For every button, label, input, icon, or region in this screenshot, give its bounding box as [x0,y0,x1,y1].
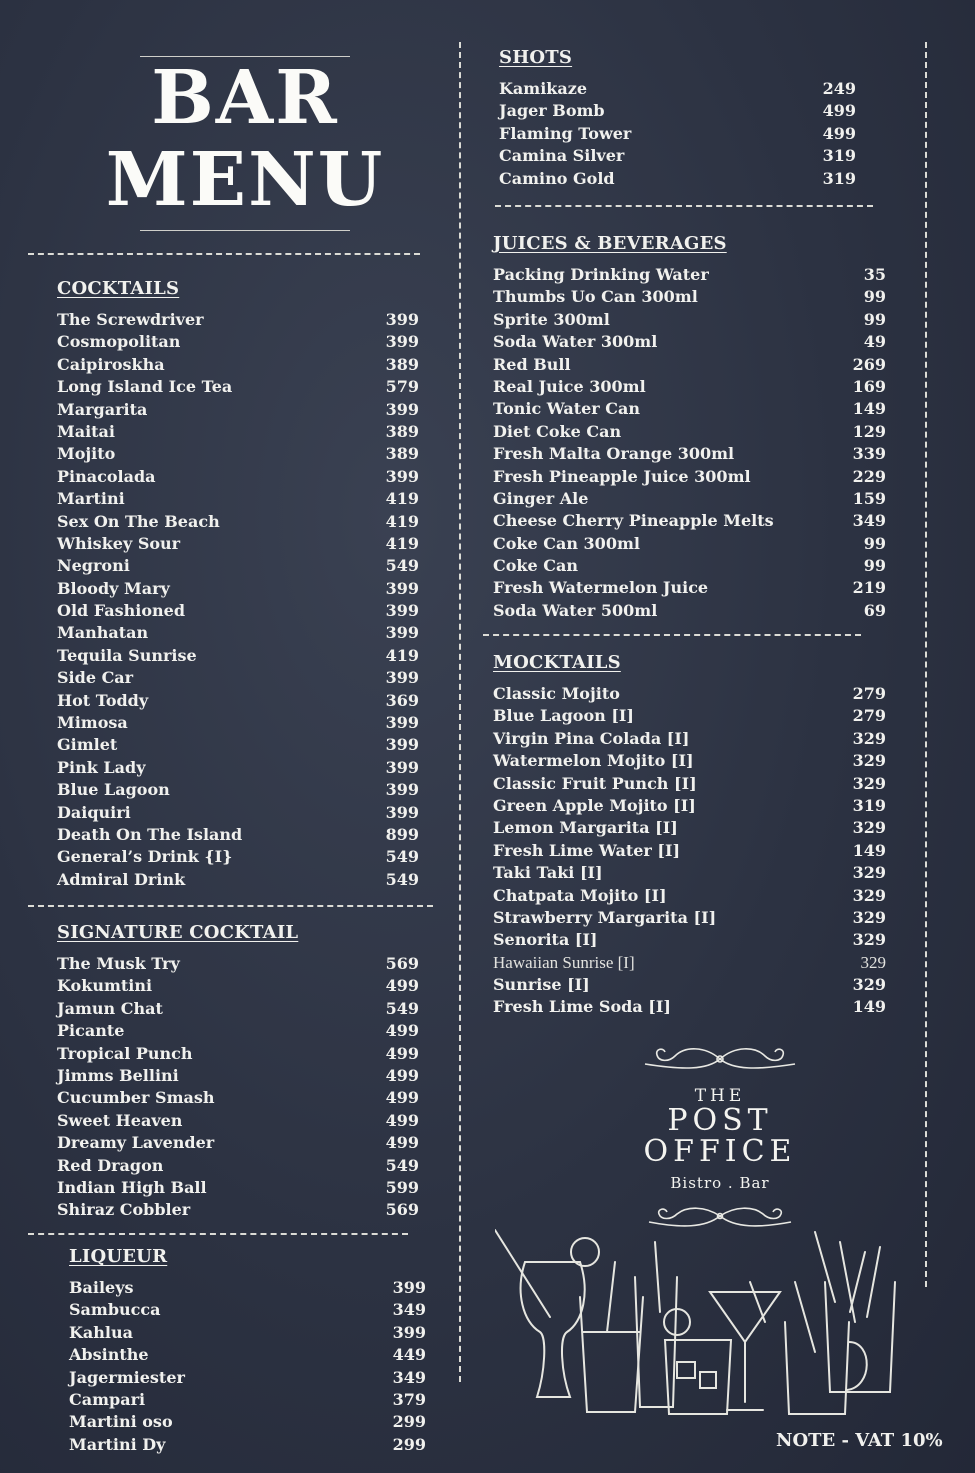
menu-item-price: 329 [852,863,886,883]
section-title: SIGNATURE COCKTAIL [57,922,299,943]
menu-item-name: Camina Silver [499,146,625,166]
ornament-flourish-icon [635,1042,805,1076]
menu-item-name: Kamikaze [499,79,587,98]
menu-item [493,817,886,839]
menu-item [493,929,886,951]
menu-item [499,78,856,100]
divider [483,634,861,636]
menu-item-name: Manhatan [57,623,149,643]
menu-item-price: 499 [385,1021,419,1041]
menu-item [493,376,886,398]
menu-item-name: Tequila Sunrise [57,645,197,665]
menu-item [57,1065,419,1087]
menu-item-price: 399 [385,735,419,755]
vat-note: NOTE - VAT 10% [776,1430,943,1451]
menu-item-name: Soda Water 500ml [493,600,658,620]
menu-item-name: Tropical Punch [57,1043,193,1063]
menu-item-name: Cucumber Smash [57,1088,215,1108]
menu-item-name: Absinthe [69,1345,149,1365]
menu-item-price: 249 [822,79,856,98]
menu-item-price: 499 [385,1065,419,1085]
menu-item-price: 399 [385,399,419,419]
menu-item-name: Red Dragon [57,1155,164,1175]
section-title: JUICES & BEVERAGES [493,233,727,254]
menu-item-price: 35 [863,265,886,284]
section-mocktails [493,651,886,1019]
menu-item-price: 549 [385,1155,419,1175]
menu-item [493,309,886,331]
menu-item-name: Sweet Heaven [57,1110,183,1130]
menu-item-price: 99 [863,556,886,576]
menu-item-price: 299 [392,1434,426,1454]
menu-item-price: 419 [385,645,419,665]
logo-office: OFFICE [643,1134,797,1169]
menu-item-name: Classic Fruit Punch [I] [493,773,697,793]
menu-item-name: Sex On The Beach [57,511,220,531]
menu-item-price: 299 [392,1412,426,1432]
menu-item-price: 399 [385,623,419,643]
menu-item-price: 329 [852,728,886,748]
menu-item-name: Ginger Ale [493,488,589,508]
menu-item [493,974,886,996]
menu-item-price: 319 [852,795,886,815]
section-title: LIQUEUR [69,1246,168,1267]
menu-item [493,683,886,705]
menu-item-price: 329 [852,751,886,771]
title-bottom-rule [140,230,350,231]
menu-item-price: 329 [852,930,886,950]
section-cocktails [57,277,419,891]
menu-item-price: 569 [385,1200,419,1220]
menu-item-price: 379 [392,1389,426,1409]
menu-item-price: 319 [822,168,856,188]
menu-item [57,488,419,510]
menu-item [493,996,886,1018]
menu-item-name: Baileys [69,1278,134,1297]
menu-item-price: 499 [385,1133,419,1153]
menu-item-name: General’s Drink {I} [57,847,233,867]
menu-item-price: 399 [385,332,419,352]
menu-item-name: The Screwdriver [57,310,204,329]
menu-item-name: Coke Can [493,556,578,576]
menu-item-price: 149 [852,399,886,419]
menu-item [69,1322,426,1344]
section-signature-cocktail [57,921,419,1222]
menu-item [499,100,856,122]
menu-item-price: 369 [385,690,419,710]
menu-item-name: Mojito [57,444,116,464]
menu-item-price: 399 [385,780,419,800]
menu-item [57,600,419,622]
menu-item-name: Daiquiri [57,802,131,822]
menu-item-name: Mimosa [57,713,128,733]
menu-item-name: Margarita [57,399,148,419]
menu-item [57,622,419,644]
menu-item-name: Coke Can 300ml [493,533,640,553]
menu-item-name: Classic Mojito [493,684,620,703]
menu-item-name: Fresh Lime Soda [I] [493,997,671,1017]
logo-the: THE [694,1086,746,1106]
menu-item [493,421,886,443]
menu-item [493,773,886,795]
menu-item-price: 69 [863,600,886,620]
menu-item-name: Hot Toddy [57,690,149,710]
menu-item [493,728,886,750]
menu-item [57,533,419,555]
menu-item [57,802,419,824]
cocktail-glasses-illustration-icon [495,1222,905,1422]
menu-item-name: Caipiroskha [57,354,165,374]
menu-item-name: Strawberry Margarita [I] [493,907,717,927]
menu-item-price: 499 [822,123,856,143]
menu-item [69,1344,426,1366]
menu-item-name: Martini Dy [69,1434,166,1454]
menu-item [499,168,856,190]
menu-item-name: Tonic Water Can [493,399,641,419]
menu-item-name: Bloody Mary [57,578,170,598]
menu-item [57,354,419,376]
menu-item-name: Side Car [57,668,134,688]
menu-item-price: 549 [385,556,419,576]
menu-item-name: Fresh Pineapple Juice 300ml [493,466,751,486]
menu-item [493,488,886,510]
menu-item-name: Dreamy Lavender [57,1133,215,1153]
menu-item-price: 349 [392,1367,426,1387]
menu-item-price: 319 [822,146,856,166]
menu-item-price: 349 [852,511,886,531]
divider [28,1233,408,1235]
menu-item-name: Flaming Tower [499,123,632,143]
menu-item-name: Packing Drinking Water [493,265,709,284]
menu-item-name: Shiraz Cobbler [57,1200,191,1220]
menu-item-name: Kahlua [69,1322,133,1342]
menu-item [493,443,886,465]
menu-item-price: 329 [852,907,886,927]
menu-item-price: 499 [385,1110,419,1130]
menu-item-name: Blue Lagoon [I] [493,706,634,726]
menu-item-price: 399 [385,466,419,486]
menu-item-price: 419 [385,489,419,509]
menu-item [493,466,886,488]
menu-item [57,578,419,600]
divider [495,205,873,207]
menu-item [493,577,886,599]
menu-item [57,1132,419,1154]
menu-item-name: Jager Bomb [499,101,605,121]
menu-item [69,1367,426,1389]
menu-item-price: 599 [385,1177,419,1197]
menu-item-name: Long Island Ice Tea [57,377,233,397]
menu-item-price: 329 [852,975,886,995]
menu-item [493,885,886,907]
menu-item-name: Sprite 300ml [493,309,610,329]
brand-logo [620,1042,820,1192]
menu-item-price: 399 [385,802,419,822]
menu-item-name: Chatpata Mojito [I] [493,885,667,905]
menu-item-name: Real Juice 300ml [493,376,646,396]
menu-item-name: Senorita [I] [493,930,598,950]
menu-item [57,975,419,997]
menu-item-price: 279 [852,684,886,703]
menu-item-name: Hawaiian Sunrise [I] [493,952,635,972]
menu-item-name: Jimms Bellini [57,1065,179,1085]
menu-item-name: Cosmopolitan [57,332,181,352]
menu-item-price: 499 [385,976,419,996]
menu-item-price: 329 [860,952,886,972]
menu-item [69,1277,426,1299]
menu-item-price: 549 [385,847,419,867]
menu-item [57,511,419,533]
menu-title-line1: BAR [151,55,339,141]
menu-item [57,1087,419,1109]
menu-item [57,443,419,465]
menu-item-price: 99 [863,287,886,307]
menu-item-price: 339 [852,444,886,464]
menu-item [57,846,419,868]
menu-item-name: Green Apple Mojito [I] [493,795,696,815]
menu-item-name: Fresh Malta Orange 300ml [493,444,735,464]
menu-item [69,1411,426,1433]
menu-item [57,1043,419,1065]
menu-item-price: 399 [392,1278,426,1297]
menu-item [57,712,419,734]
menu-item-price: 499 [822,101,856,121]
menu-item [493,795,886,817]
menu-item [69,1434,426,1456]
section-title: SHOTS [499,47,573,68]
menu-item-name: Taki Taki [I] [493,863,603,883]
menu-item-name: Old Fashioned [57,601,186,621]
menu-item-price: 49 [863,332,886,352]
menu-item [57,953,419,975]
section-juices-beverages [493,232,886,622]
menu-item-price: 499 [385,1088,419,1108]
menu-item-name: Negroni [57,556,130,576]
menu-item-price: 419 [385,511,419,531]
menu-item-name: Jagermiester [69,1367,185,1387]
menu-item-price: 389 [385,421,419,441]
menu-item-price: 579 [385,377,419,397]
menu-item-name: Blue Lagoon [57,780,170,800]
menu-item-name: Lemon Margarita [I] [493,818,678,838]
menu-item-name: Campari [69,1389,146,1409]
menu-item [57,466,419,488]
divider [28,253,420,255]
menu-item-price: 99 [863,309,886,329]
logo-tagline: Bistro . Bar [670,1174,770,1192]
section-title: MOCKTAILS [493,652,621,673]
menu-item [57,331,419,353]
menu-item-price: 569 [385,954,419,973]
menu-item-name: Watermelon Mojito [I] [493,751,694,771]
menu-item [493,398,886,420]
menu-item-name: Soda Water 300ml [493,332,658,352]
menu-item-name: Pink Lady [57,757,146,777]
menu-item-name: Red Bull [493,354,571,374]
menu-item [57,309,419,331]
menu-item [57,690,419,712]
menu-item-price: 219 [852,578,886,598]
menu-item [493,907,886,929]
menu-item [57,376,419,398]
menu-item [57,779,419,801]
menu-item [493,555,886,577]
menu-item [57,645,419,667]
menu-item [69,1389,426,1411]
menu-item-name: Indian High Ball [57,1177,207,1197]
section-shots [499,46,856,190]
menu-item-price: 549 [385,998,419,1018]
menu-item-name: Fresh Lime Water [I] [493,840,681,860]
menu-item [493,354,886,376]
menu-item-price: 329 [852,773,886,793]
menu-item-name: Martini oso [69,1412,173,1432]
menu-item-price: 169 [852,376,886,396]
menu-item [57,1177,419,1199]
menu-item-price: 399 [385,310,419,329]
divider [28,905,433,907]
menu-item [57,667,419,689]
menu-item [57,555,419,577]
menu-item-price: 159 [852,488,886,508]
menu-item [57,757,419,779]
menu-item-name: Pinacolada [57,466,156,486]
menu-item [493,952,886,974]
menu-item-price: 499 [385,1043,419,1063]
column-divider [925,42,927,1287]
menu-item [57,1110,419,1132]
menu-item-price: 149 [852,840,886,860]
menu-item-name: Death On The Island [57,824,243,844]
menu-item-price: 269 [852,354,886,374]
menu-item-price: 399 [385,578,419,598]
menu-item [493,600,886,622]
menu-item-name: The Musk Try [57,954,180,973]
menu-item-price: 389 [385,354,419,374]
menu-item-price: 899 [385,824,419,844]
menu-item-name: Sunrise [I] [493,975,590,995]
menu-item [57,1020,419,1042]
menu-item-price: 329 [852,818,886,838]
menu-item-price: 449 [392,1345,426,1365]
menu-title-line2: MENU [105,137,385,223]
menu-item-name: Cheese Cherry Pineapple Melts [493,511,774,531]
menu-item-price: 329 [852,885,886,905]
column-divider [459,42,461,1382]
menu-item-name: Fresh Watermelon Juice [493,578,709,598]
menu-item [57,399,419,421]
menu-item [499,123,856,145]
menu-item-name: Admiral Drink [57,869,186,889]
menu-item [57,1155,419,1177]
menu-item [493,533,886,555]
menu-item [493,750,886,772]
menu-item-price: 399 [392,1322,426,1342]
menu-item-name: Maitai [57,421,115,441]
menu-item-price: 399 [385,668,419,688]
menu-item-name: Camino Gold [499,168,615,188]
menu-item-name: Diet Coke Can [493,421,622,441]
menu-item [493,705,886,727]
menu-item [493,331,886,353]
menu-item-name: Jamun Chat [57,998,163,1018]
menu-item [69,1299,426,1321]
menu-item [57,824,419,846]
section-title: COCKTAILS [57,278,180,299]
menu-item [493,264,886,286]
menu-item-price: 229 [852,466,886,486]
menu-item-name: Gimlet [57,735,118,755]
menu-item-price: 149 [852,997,886,1017]
menu-item [493,286,886,308]
menu-item [493,510,886,532]
menu-item-price: 399 [385,713,419,733]
menu-item [499,145,856,167]
menu-item [57,869,419,891]
menu-item-name: Thumbs Uo Can 300ml [493,287,698,307]
menu-item-name: Virgin Pina Colada [I] [493,728,690,748]
menu-item [57,998,419,1020]
section-liqueur [69,1245,426,1456]
menu-item [57,421,419,443]
menu-item-price: 129 [852,421,886,441]
menu-item-price: 549 [385,869,419,889]
menu-item-name: Whiskey Sour [57,533,181,553]
menu-item-name: Sambucca [69,1300,161,1320]
menu-item [493,862,886,884]
logo-post: POST [667,1103,773,1138]
menu-item [57,734,419,756]
menu-item [57,1199,419,1221]
menu-item-name: Martini [57,489,125,509]
menu-item-price: 99 [863,533,886,553]
menu-item [493,840,886,862]
menu-item-price: 399 [385,757,419,777]
menu-item-price: 419 [385,533,419,553]
menu-item-price: 399 [385,601,419,621]
menu-item-name: Picante [57,1021,125,1041]
menu-item-price: 389 [385,444,419,464]
menu-item-name: Kokumtini [57,976,153,996]
menu-item-price: 349 [392,1300,426,1320]
menu-item-price: 279 [852,706,886,726]
